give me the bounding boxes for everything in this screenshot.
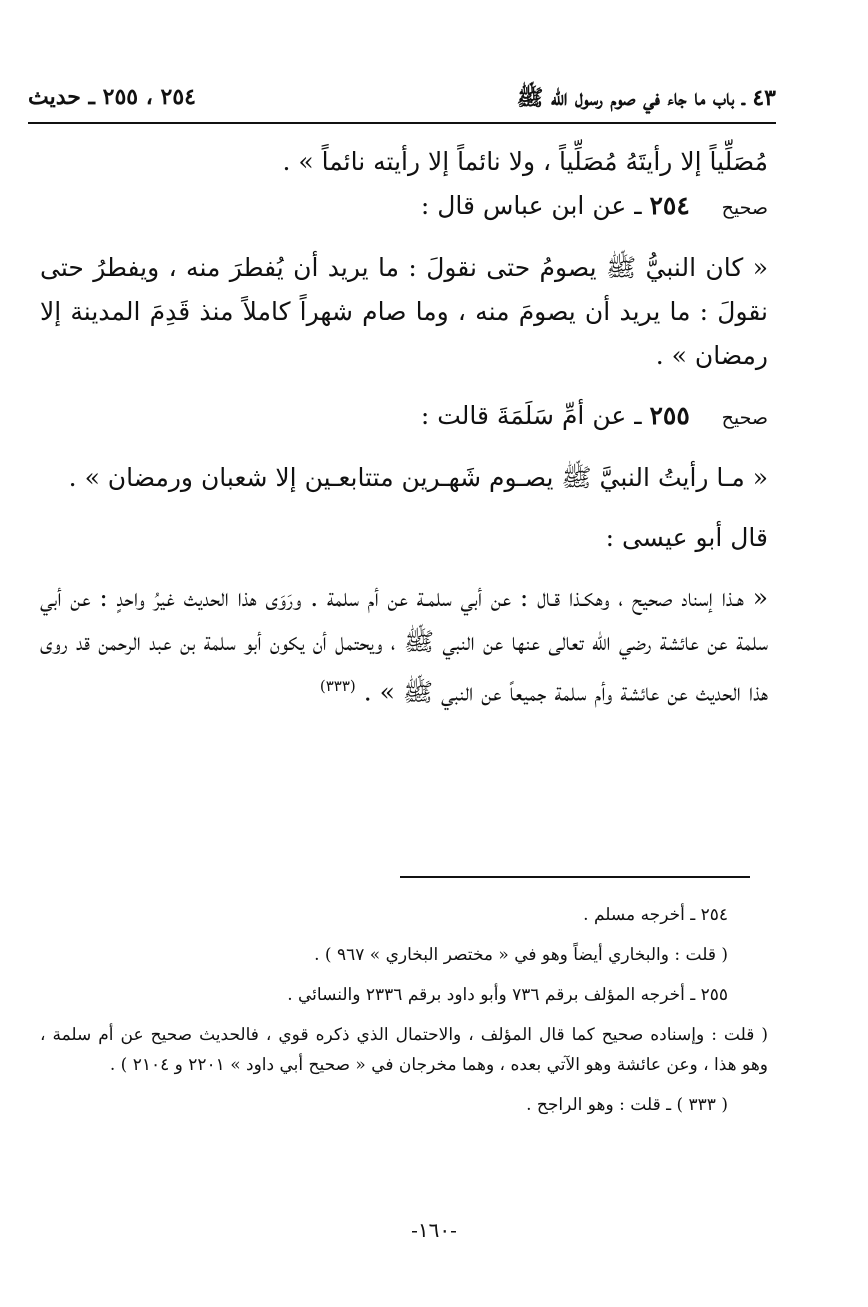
main-text <box>40 140 768 714</box>
footnote-333: ( ٣٣٣ ) ـ قلت : وهو الراجح . <box>526 1095 728 1115</box>
abu-isa-label: قال أبو عيسى : <box>605 523 768 552</box>
hadith-255-heading <box>40 394 768 440</box>
abu-isa-commentary: « هـذا إسناد صحيح ، وهكـذا قـال : عن أبي سلمـة عن أم سلمة . ورَوَى هذا الحديث غيرُ واحدٍ : عن أبي سلمة عن عائشة رضي الله تعالى عنها عن النبي ﷺ ، ويحتمل أن يكون أبو سلمة بن عبد الرحمن قد روى هذا الحديث عن عائشة وأم سلمة جميعاً عن النبي ﷺ » . <box>40 583 768 707</box>
hadith-255-grade: صحيح <box>721 407 768 429</box>
abu-isa-text <box>40 576 768 714</box>
footnote-reference: (٣٣٣) <box>319 677 356 695</box>
hadith-255-intro: ـ عن أمِّ سَلَمَةَ قالت : <box>420 401 642 430</box>
hadith-254-number: ٢٥٤ <box>649 191 690 220</box>
hadith-range: ٢٥٤ ، ٢٥٥ ـ حديث <box>28 84 196 110</box>
footnote-255-note: ( قلت : وإسناده صحيح كما قال المؤلف ، والاحتمال الذي ذكره قوي ، فالحديث صحيح عن أم سلمة ، وهو هذا ، وعن عائشة وهو الآتي بعده ، وهما مخرجان في « صحيح أبي داود » ٢٢٠١ و ٢١٠٤ ) . <box>40 1025 768 1075</box>
footnote-divider <box>400 876 750 878</box>
hadith-254-heading <box>40 184 768 230</box>
hadith-255-text: « مـا رأيتُ النبيَّ ﷺ يصـوم شَهـرين متتابعـين إلا شعبان ورمضان » . <box>68 463 768 492</box>
footnote-254-note: ( قلت : والبخاري أيضاً وهو في « مختصر البخاري » ٩٦٧ ) . <box>314 945 728 965</box>
footnotes <box>40 900 768 1130</box>
continuation-text: مُصَلِّياً إلا رأيتَهُ مُصَلِّياً ، ولا نائماً إلا رأيته نائماً » . <box>282 147 768 176</box>
header-divider <box>28 122 776 124</box>
footnote-254-source: ٢٥٤ ـ أخرجه مسلم . <box>583 905 728 925</box>
chapter-title: ٤٣ ـ باب ما جاء في صوم رسول الله ﷺ <box>516 85 776 111</box>
footnote-255-source: ٢٥٥ ـ أخرجه المؤلف برقم ٧٣٦ وأبو داود برقم ٢٣٣٦ والنسائي . <box>287 985 728 1005</box>
hadith-255-number: ٢٥٥ <box>649 401 690 430</box>
running-header <box>28 80 776 120</box>
hadith-254-text: « كان النبيُّ ﷺ يصومُ حتى نقولَ : ما يريد أن يُفطرَ منه ، ويفطرُ حتى نقولَ : ما يريد أن يصومَ منه ، وما صام شهراً كاملاً منذ قَدِمَ المدينة إلا رمضان » . <box>40 253 768 370</box>
hadith-254-grade: صحيح <box>721 197 768 219</box>
hadith-254-intro: ـ عن ابن عباس قال : <box>420 191 642 220</box>
page-number: -١٦٠- <box>411 1218 457 1242</box>
